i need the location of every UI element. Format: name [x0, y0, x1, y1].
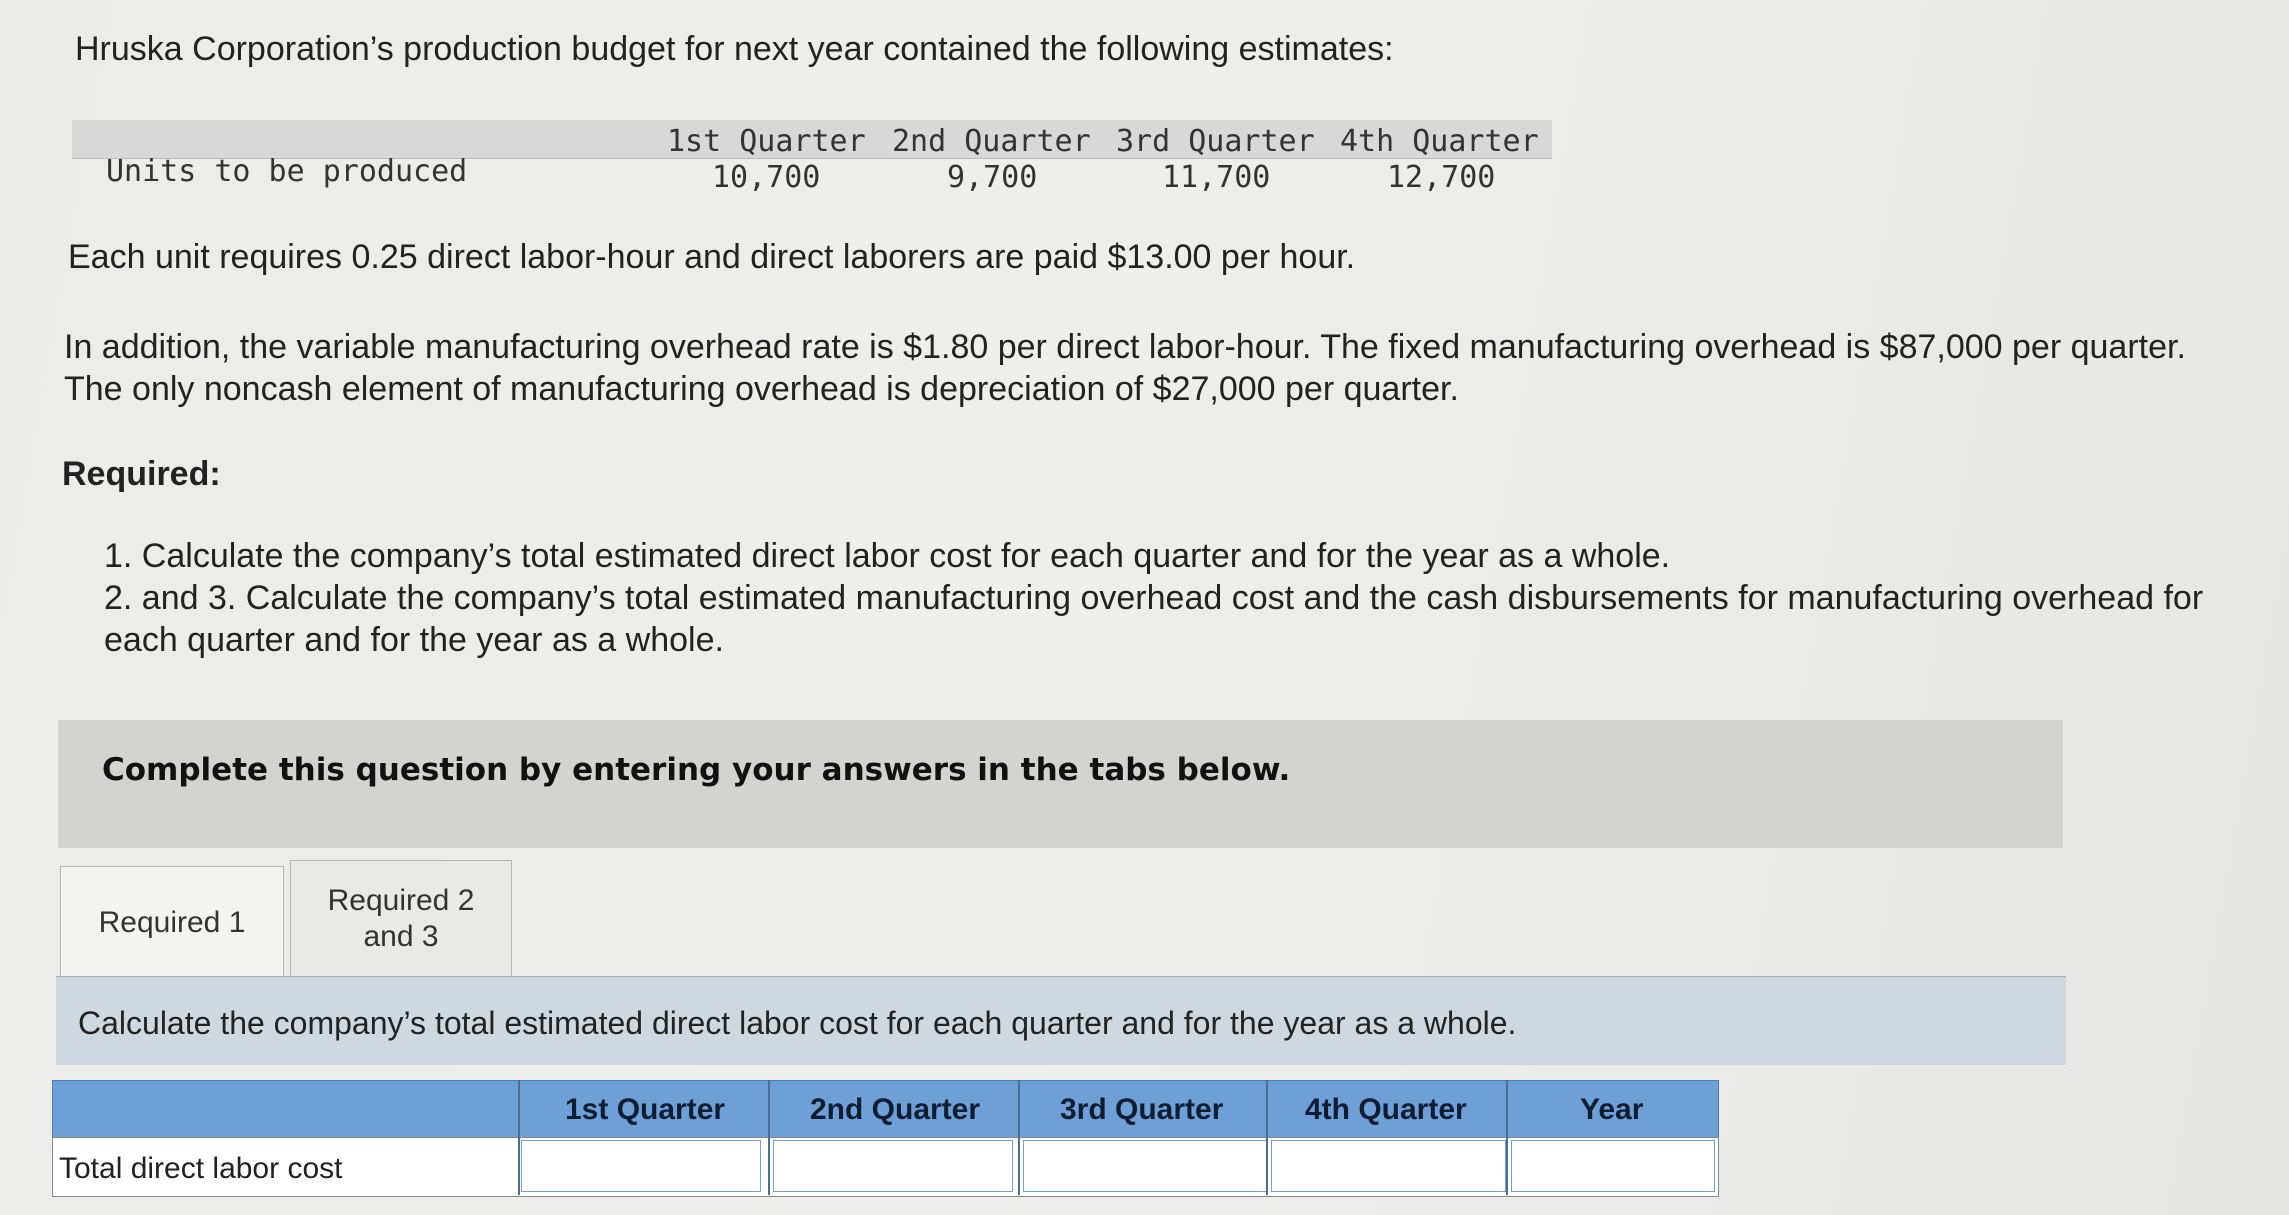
intro-text: Hruska Corporation’s production budget for next year contained the following estimates: — [75, 30, 1394, 68]
required-item-1: 1. Calculate the company’s total estimated direct labor cost for each quarter and for the year as a whole. — [104, 537, 1671, 575]
input-q4[interactable] — [1272, 1141, 1505, 1191]
tab-instruction-text: Calculate the company’s total estimated direct labor cost for each quarter and for the year as a whole. — [78, 1005, 1517, 1041]
units-value-q4: 12,700 — [1387, 160, 1496, 195]
complete-instructions: Complete this question by entering your answers in the tabs below. — [102, 752, 1291, 788]
table-row-total-direct-labor-cost — [52, 1137, 1719, 1197]
tab-required-2-and-3-label: Required 2 and 3 — [327, 883, 475, 953]
column-divider — [518, 1080, 520, 1195]
input-year[interactable] — [1512, 1141, 1714, 1191]
required-heading: Required: — [62, 455, 221, 493]
units-table — [72, 120, 1552, 195]
units-row-label: Units to be produced — [106, 154, 468, 189]
answer-table-header — [52, 1080, 1719, 1138]
column-divider — [768, 1080, 770, 1195]
row-label-total-direct-labor-cost: Total direct labor cost — [59, 1152, 343, 1185]
cell-year — [1511, 1140, 1715, 1192]
column-divider — [1266, 1080, 1268, 1195]
header-q1: 1st Quarter — [565, 1093, 726, 1126]
units-value-q3: 11,700 — [1162, 160, 1271, 195]
units-header-q1: 1st Quarter — [667, 124, 866, 159]
cell-q4 — [1271, 1140, 1506, 1192]
required-item-2-3: 2. and 3. Calculate the company’s total estimated manufacturing overhead cost and the cash disbursements for manufacturing overhead for each quarter and for the year as a whole. — [104, 579, 2204, 659]
column-divider — [1506, 1080, 1508, 1195]
header-q2: 2nd Quarter — [810, 1093, 981, 1126]
units-header-q2: 2nd Quarter — [892, 124, 1091, 159]
tab-required-2-and-3[interactable] — [290, 860, 512, 977]
units-value-q2: 9,700 — [947, 160, 1038, 195]
input-q3[interactable] — [1024, 1141, 1267, 1191]
overhead-text: In addition, the variable manufacturing overhead rate is $1.80 per direct labor-hour. The fixed manufacturing overhead is $87,000 per quarter. The only noncash element of manufacturing overhead is depreciation of $27,000 per quarter. — [64, 328, 2186, 408]
cell-q1 — [521, 1140, 761, 1192]
tab-instruction-box — [56, 976, 2066, 1065]
answer-table — [52, 1080, 1717, 1195]
instructions-banner — [58, 720, 2063, 848]
input-q1[interactable] — [522, 1141, 760, 1191]
tab-required-1[interactable]: Required 1 — [60, 866, 284, 979]
units-value-q1: 10,700 — [712, 160, 821, 195]
header-q4: 4th Quarter — [1305, 1093, 1467, 1126]
header-year: Year — [1580, 1093, 1644, 1126]
input-q2[interactable] — [774, 1141, 1012, 1191]
required-list — [104, 535, 2224, 661]
cell-q2 — [773, 1140, 1013, 1192]
cell-q3 — [1023, 1140, 1268, 1192]
units-header-q4: 4th Quarter — [1340, 124, 1539, 159]
header-q3: 3rd Quarter — [1060, 1093, 1224, 1126]
units-header-q3: 3rd Quarter — [1116, 124, 1315, 159]
column-divider — [1018, 1080, 1020, 1195]
labor-rate-text: Each unit requires 0.25 direct labor-hour and direct laborers are paid $13.00 per hour. — [68, 238, 1356, 276]
